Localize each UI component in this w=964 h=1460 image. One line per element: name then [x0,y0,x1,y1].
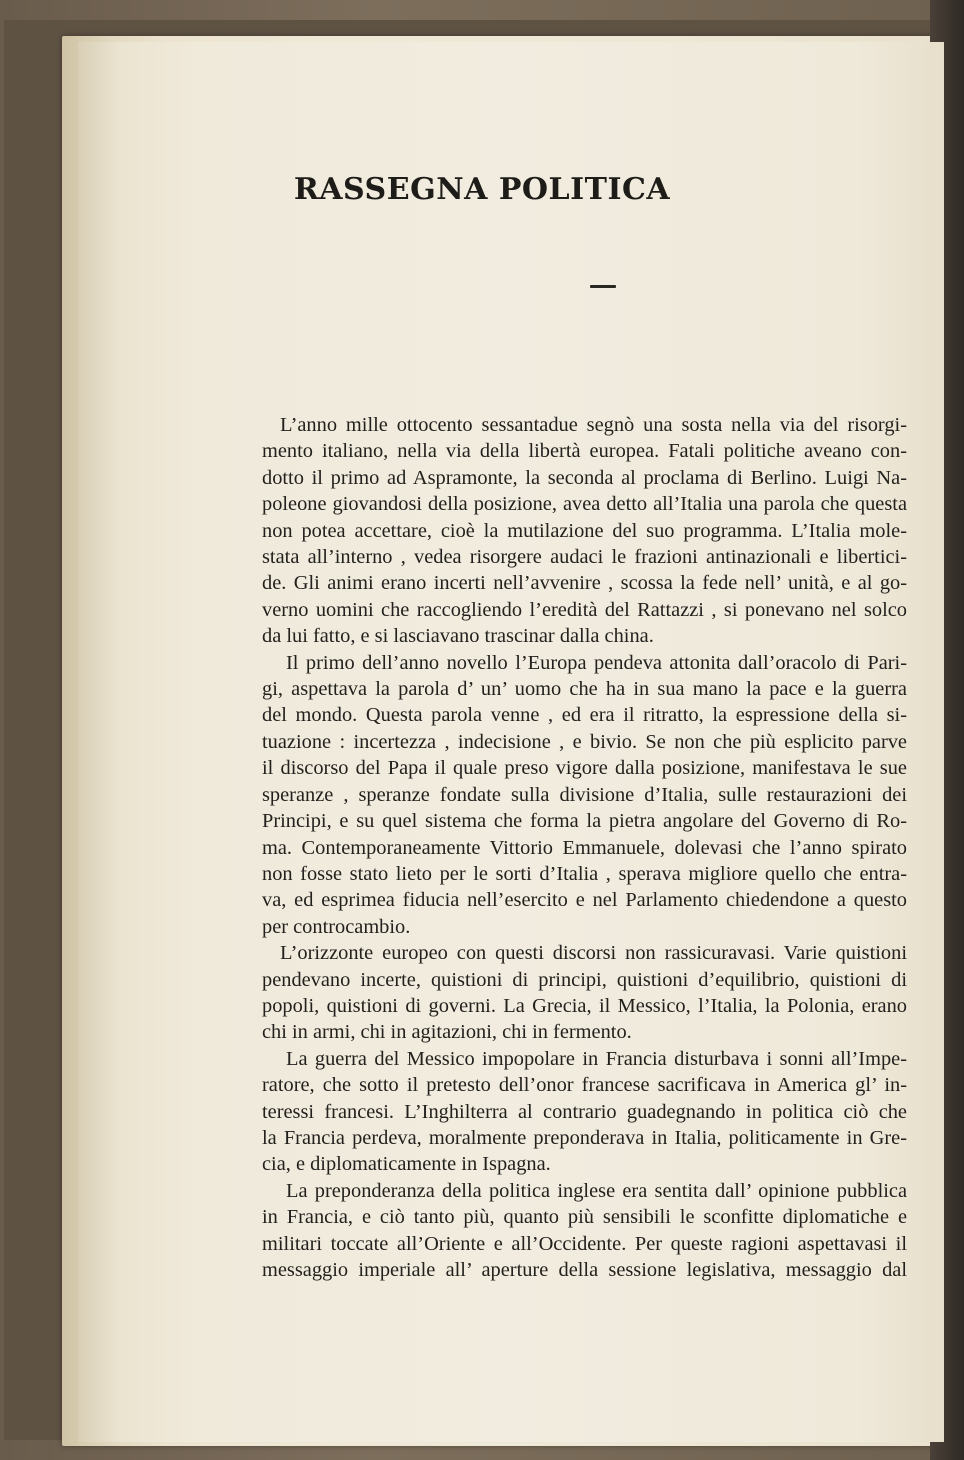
body-text [262,412,907,1283]
text-line: La guerra del Messico impopolare in Francia disturbava i sonni all’Impe- [286,1047,907,1070]
text-line: ratore, che sotto il pretesto dell’onor francese sacrificava in America gl’ in- [262,1074,907,1097]
text-line: La preponderanza della politica inglese era sentita dall’ opinione pubblica [286,1179,907,1202]
text-line: cia, e diplomaticamente in Ispagna. [262,1153,551,1176]
text-line: stata all’interno , vedea risorgere audaci le frazioni antinazionali e libertici- [262,546,907,569]
text-line: teressi francesi. L’Inghilterra al contrario guadegnando in politica ciò che [262,1100,907,1123]
text-line: poleone giovandosi della posizione, avea detto all’Italia una parola che questa [262,493,907,516]
text-line: chi in armi, chi in agitazioni, chi in fermento. [262,1021,632,1044]
text-line: tuazione : incertezza , indecisione , e bivio. Se non che più esplicito parve [262,730,907,753]
text-line: de. Gli animi erano incerti nell’avvenire , scossa la fede nell’ unità, e al go- [262,572,907,595]
text-line: militari toccate all’Oriente e all’Occidente. Per queste ragioni aspettavasi il [262,1232,907,1255]
text-line: speranze , speranze fondate sulla divisione d’Italia, sulle restaurazioni dei [262,783,907,806]
text-line: da lui fatto, e si lasciavano trascinar dalla china. [262,625,654,648]
text-line: verno uomini che raccogliendo l’eredità del Rattazzi , si ponevano nel solco [262,598,907,621]
text-line: non fosse stato lieto per le sorti d’Italia , sperava migliore quello che entra- [262,862,907,885]
text-line: Principi, e su quel sistema che forma la pietra angolare del Governo di Ro- [262,810,907,833]
text-line: L’anno mille ottocento sessantadue segnò una sosta nella via del risorgi- [280,414,907,436]
page-title: RASSEGNA POLITICA [293,172,671,207]
paragraph [262,940,907,1046]
text-line: per controcambio. [262,915,411,938]
paragraph [262,412,907,650]
paragraph [262,650,907,940]
text-line: va, ed esprimea fiducia nell’esercito e nel Parlamento chiedendone a questo [262,889,907,912]
text-line: popoli, quistioni di governi. La Grecia, il Messico, l’Italia, la Polonia, erano [262,994,907,1017]
title-divider [590,285,616,288]
text-line: L’orizzonte europeo con questi discorsi non rassicuravasi. Varie quistioni [280,942,907,965]
text-line: in Francia, e ciò tanto più, quanto più sensibili le sconfitte diplomatiche e [262,1206,907,1229]
text-line: Il primo dell’anno novello l’Europa pendeva attonita dall’oracolo di Pari- [286,651,907,674]
paragraph [262,1178,907,1284]
text-line: ma. Contemporaneamente Vittorio Emmanuele, dolevasi che l’anno spirato [262,836,907,859]
text-line: il discorso del Papa il quale preso vigore dalla posizione, manifestava le sue [262,757,907,780]
text-line: la Francia perdeva, moralmente preponderava in Italia, politicamente in Gre- [262,1126,907,1149]
text-line: del mondo. Questa parola venne , ed era il ritratto, la espressione della si- [262,704,907,727]
text-line: mento italiano, nella via della libertà europea. Fatali politiche aveano con- [262,440,907,463]
paragraph [262,1046,907,1178]
text-line: non potea accettare, cioè la mutilazione del suo programma. L’Italia mole- [262,519,907,542]
text-line: messaggio imperiale all’ aperture della sessione legislativa, messaggio dal [262,1259,907,1281]
text-line: dotto il primo ad Aspramonte, la seconda al proclama di Berlino. Luigi Na- [262,466,907,489]
text-line: pendevano incerte, quistioni di principi, quistioni d’equilibrio, quistioni di [262,968,907,991]
text-line: gi, aspettava la parola d’ un’ uomo che ha in sua mano la pace e la guerra [262,678,907,701]
